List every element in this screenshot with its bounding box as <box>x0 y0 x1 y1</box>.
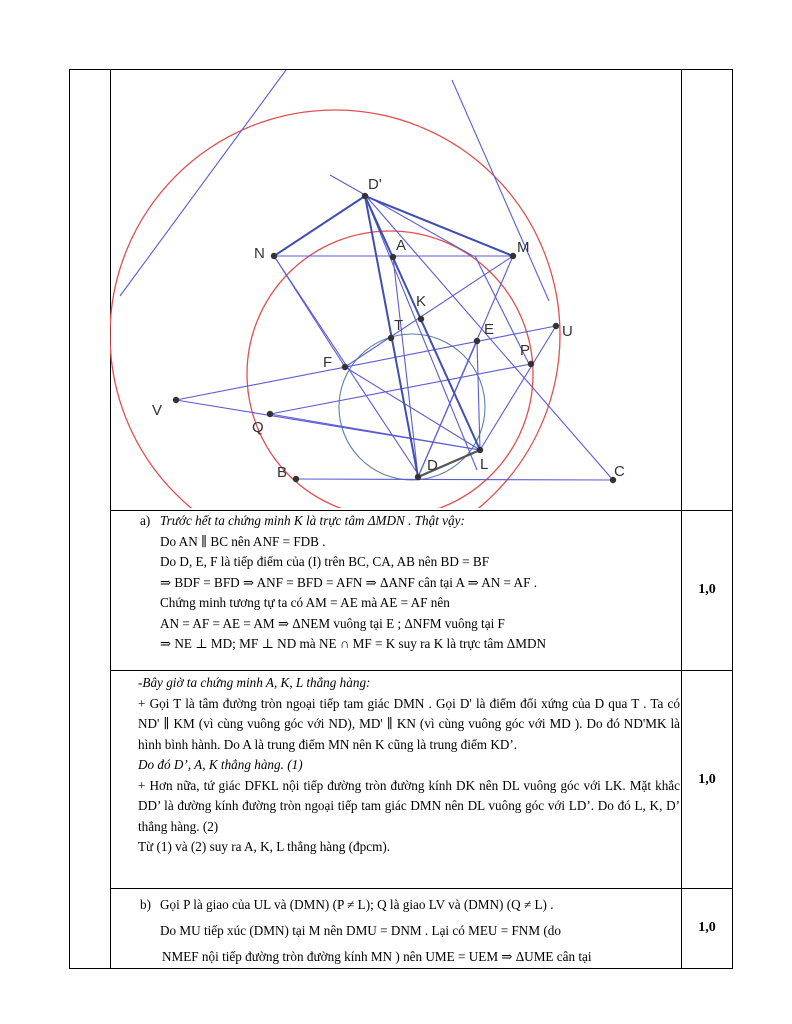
text-line: Gọi P là giao của UL và (DMN) (P ≠ L); Q là giao LV và (DMN) (Q ≠ L) . <box>160 897 554 912</box>
label-u: U <box>562 323 573 340</box>
text-paragraph: + Gọi T là tâm đường tròn ngoại tiếp tam giác DMN . Gọi D' là điểm đối xứng của D qua T . Ta có ND' ∥ KM (vì cùng vuông góc với ND), MD' ∥ KN (vì cùng vuông góc với MD ). Do đó ND'MK là hình bình hành. Do A là trung điểm MN nên K cũng là trung điểm KD’. <box>138 695 680 752</box>
label-b: B <box>277 464 288 481</box>
text-line: Do đó D’, A, K thẳng hàng. (1) <box>138 757 303 772</box>
label-l: L <box>480 456 489 473</box>
text-line: Do AN ∥ BC nên ANF = FDB . <box>160 533 326 549</box>
part-marker: a) <box>140 513 151 528</box>
text-paragraph: + Hơn nữa, tứ giác DFKL nội tiếp đường tròn đường kính DK nên DL vuông góc với LK. Mặt khắc DD’ là đường kính đường tròn ngoại tiếp tam giác DMN nên DL vuông góc với LD’. Do đó L, K, D’ thẳng hàng. (2) <box>138 777 680 834</box>
label-e: E <box>484 321 495 338</box>
part-a <box>110 511 680 655</box>
label-n: N <box>254 245 265 262</box>
outer-circle <box>110 110 560 508</box>
row-divider <box>110 888 732 889</box>
label-d: D <box>427 457 438 474</box>
circumcircle-dmn <box>247 231 533 508</box>
label-t: T <box>394 317 404 334</box>
text-line: Do MU tiếp xúc (DMN) tại M nên DMU = DNM . Lại có MEU = FNM (do <box>160 923 561 938</box>
label-f: F <box>323 354 333 371</box>
text-line: Từ (1) và (2) suy ra A, K, L thẳng hàng (đpcm). <box>138 839 391 854</box>
part-a-continued <box>110 673 680 858</box>
part-b <box>110 892 680 970</box>
text-line: Do D, E, F là tiếp điểm của (I) trên BC, CA, AB nên BD = BF <box>160 554 490 569</box>
label-a: A <box>396 237 407 254</box>
column-divider <box>681 70 682 968</box>
figure-lines <box>120 70 613 480</box>
label-v: V <box>152 402 163 419</box>
text-line: -Bây giờ ta chứng minh A, K, L thẳng hàng: <box>138 675 371 690</box>
label-p: P <box>520 342 531 359</box>
text-line: Trước hết ta chứng minh K là trực tâm ΔMDN . Thật vậy: <box>160 513 465 528</box>
text-line: ⇒ BDF = BFD ⇒ ANF = BFD = AFN ⇒ ΔANF cân tại A ⇒ AN = AF . <box>160 574 538 590</box>
label-m: M <box>517 239 530 256</box>
score-a-continued: 1,0 <box>698 772 716 787</box>
text-line: AN = AF = AE = AM ⇒ ΔNEM vuông tại E ; ΔNFM vuông tại F <box>160 615 505 631</box>
label-q: Q <box>252 419 264 436</box>
text-line: NMEF nội tiếp đường tròn đường kính MN ) nên UME = UEM ⇒ ΔUME cân tại <box>162 949 592 964</box>
label-d-prime: D' <box>368 176 382 193</box>
part-marker: b) <box>140 897 151 912</box>
score-a: 1,0 <box>698 582 716 597</box>
label-c: C <box>614 463 625 480</box>
geometry-figure <box>110 70 680 508</box>
row-divider <box>110 670 732 671</box>
text-line: Chứng minh tương tự ta có AM = AE mà AE = AF nên <box>160 595 450 610</box>
score-b: 1,0 <box>698 920 716 935</box>
figure-points <box>173 193 616 483</box>
label-k: K <box>416 293 427 310</box>
text-line: ⇒ NE ⊥ MD; MF ⊥ ND mà NE ∩ MF = K suy ra K là trực tâm ΔMDN <box>160 636 547 651</box>
